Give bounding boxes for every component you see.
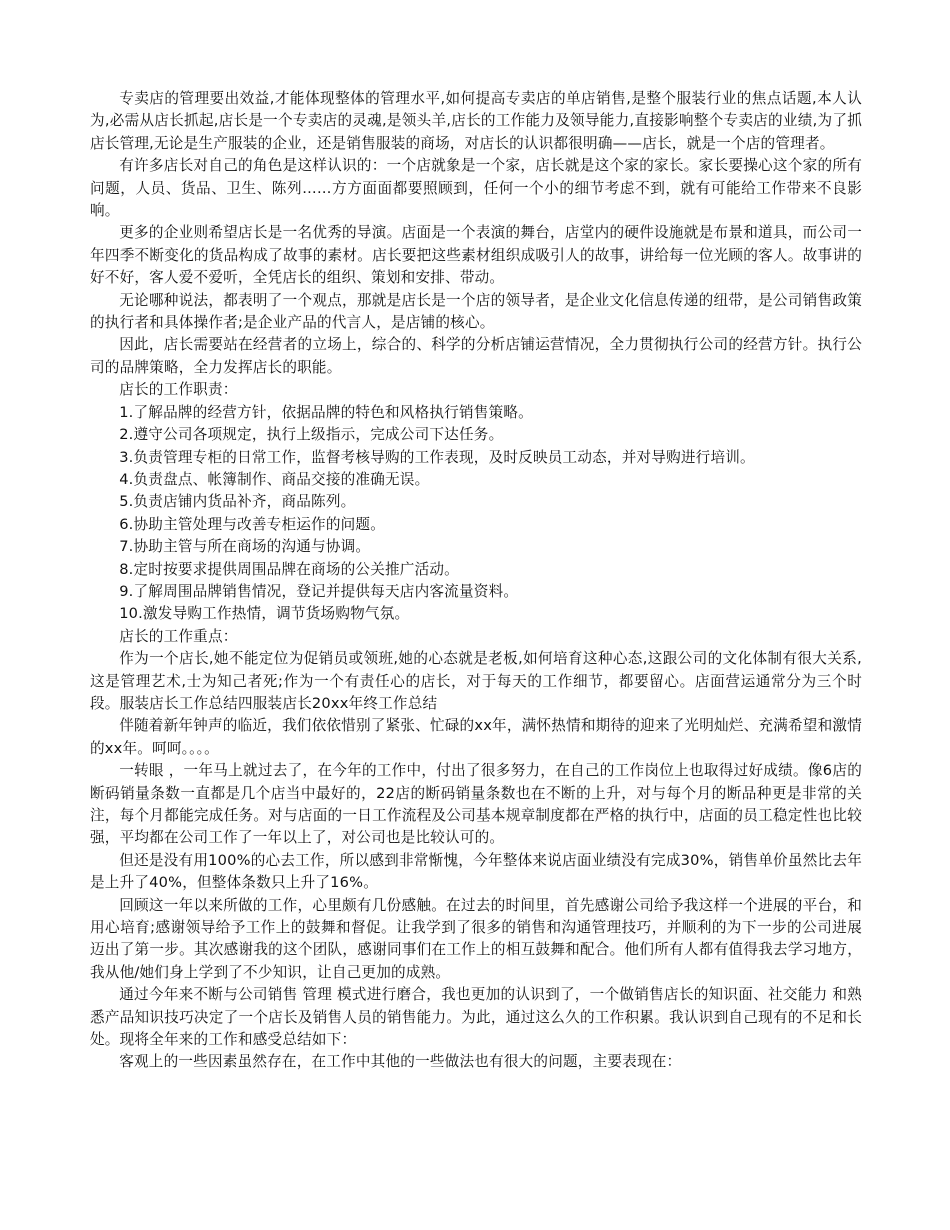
paragraph: 一转眼 ，一年马上就过去了，在今年的工作中，付出了很多努力，在自己的工作岗位上也取得过好成绩。像6店的断码销量条数一直都是几个店当中最好的，22店的断码销量条数也在不断的上升，对与每个月的断品种更是非常的关注，每个月都能完成任务。对与店面的一日工作流程及公司基本规章制度都在严格的执行中，店面的员工稳定性也比较强，平均都在公司工作了一年以上了，对公司也是比较认可的。 [90, 762, 862, 847]
list-item: 6.协助主管处理与改善专柜运作的问题。 [119, 515, 386, 533]
paragraph: 回顾这一年以来所做的工作，心里颇有几份感触。在过去的时间里，首先感谢公司给予我这样一个进展的平台，和用心培育;感谢领导给予工作上的鼓舞和督促。让我学到了很多的销售和沟通管理技巧，并顺利的为下一步的公司进展迈出了第一步。其次感谢我的这个团队，感谢同事们在工作上的相互鼓舞和配合。他们所有人都有值得我去学习地方，我从他/她们身上学到了不少知识，让自己更加的成熟。 [90, 896, 862, 981]
list-item: 7.协助主管与所在商场的沟通与协调。 [119, 538, 371, 556]
document-body [90, 88, 862, 1074]
paragraph: 通过今年来不断与公司销售 管理 模式进行磨合，我也更加的认识到了，一个做销售店长的知识面、社交能力 和熟悉产品知识技巧决定了一个店长及销售人员的销售能力。为此，通过这么久的工作积累。我认识到自己现有的不足和长处。现将全年来的工作和感受总结如下： [90, 986, 862, 1049]
section-heading: 店长的工作职责： [119, 381, 238, 399]
list-item: 8.定时按要求提供周围品牌在商场的公关推广活动。 [119, 560, 459, 578]
paragraph: 伴随着新年钟声的临近，我们依依惜别了紧张、忙碌的xx年，满怀热情和期待的迎来了光明灿烂、充满希望和激情的xx年。呵呵。。。。 [90, 717, 862, 757]
list-item: 3.负责管理专柜的日常工作，监督考核导购的工作表现，及时反映员工动态，并对导购进行培训。 [119, 448, 755, 466]
paragraph: 作为一个店长,她不能定位为促销员或领班,她的心态就是老板,如何培育这种心态,这跟公司的文化体制有很大关系,这是管理艺术,士为知己者死;作为一个有责任心的店长，对于每天的工作细节，都要留心。店面营运通常分为三个时段。服装店长工作总结四服装店长20xx年终工作总结 [90, 650, 862, 712]
list-item: 1.了解品牌的经营方针，依据品牌的特色和风格执行销售策略。 [119, 403, 533, 421]
paragraph: 客观上的一些因素虽然存在，在工作中其他的一些做法也有很大的问题，主要表现在： [119, 1053, 682, 1071]
paragraph: 因此，店长需要站在经营者的立场上，综合的、科学的分析店铺运营情况，全力贯彻执行公司的经营方针。执行公司的品牌策略，全力发挥店长的职能。 [90, 336, 862, 376]
paragraph: 更多的企业则希望店长是一名优秀的导演。店面是一个表演的舞台，店堂内的硬件设施就是布景和道具，而公司一年四季不断变化的货品构成了故事的素材。店长要把这些素材组织成吸引人的故事，讲给每一位光顾的客人。故事讲的好不好，客人爱不爱听，全凭店长的组织、策划和安排、带动。 [90, 224, 862, 287]
list-item: 5.负责店铺内货品补齐，商品陈列。 [119, 493, 356, 511]
list-item: 9.了解周围品牌销售情况，登记并提供每天店内客流量资料。 [119, 582, 519, 600]
list-item: 10.激发导购工作热情，调节货场购物气氛。 [119, 605, 410, 623]
list-item: 2.遵守公司各项规定，执行上级指示，完成公司下达任务。 [119, 426, 504, 444]
paragraph: 但还是没有用100%的心去工作，所以感到非常惭愧，今年整体来说店面业绩没有完成30%，销售单价虽然比去年是上升了40%，但整体条数只上升了16%。 [90, 851, 862, 892]
paragraph: 专卖店的管理要出效益,才能体现整体的管理水平,如何提高专卖店的单店销售,是整个服装行业的焦点话题,本人认为,必需从店长抓起,店长是一个专卖店的灵魂,是领头羊,店长的工作能力及领导能力,直接影响整个专卖店的业绩,为了抓店长管理,无论是生产服装的企业，还是销售服装的商场，对店长的认识都很明确——店长，就是一个店的管理者。 [90, 90, 862, 152]
list-item: 4.负责盘点、帐簿制作、商品交接的准确无误。 [119, 470, 430, 488]
paragraph: 无论哪种说法，都表明了一个观点，那就是店长是一个店的领导者，是企业文化信息传递的纽带，是公司销售政策的执行者和具体操作者;是企业产品的代言人，是店铺的核心。 [90, 291, 862, 332]
paragraph: 有许多店长对自己的角色是这样认识的：一个店就象是一个家，店长就是这个家的家长。家长要操心这个家的所有问题，人员、货品、卫生、陈列……方方面面都要照顾到，任何一个小的细节考虑不到，就有可能给工作带来不良影响。 [90, 157, 862, 220]
section-heading: 店长的工作重点： [119, 627, 238, 645]
